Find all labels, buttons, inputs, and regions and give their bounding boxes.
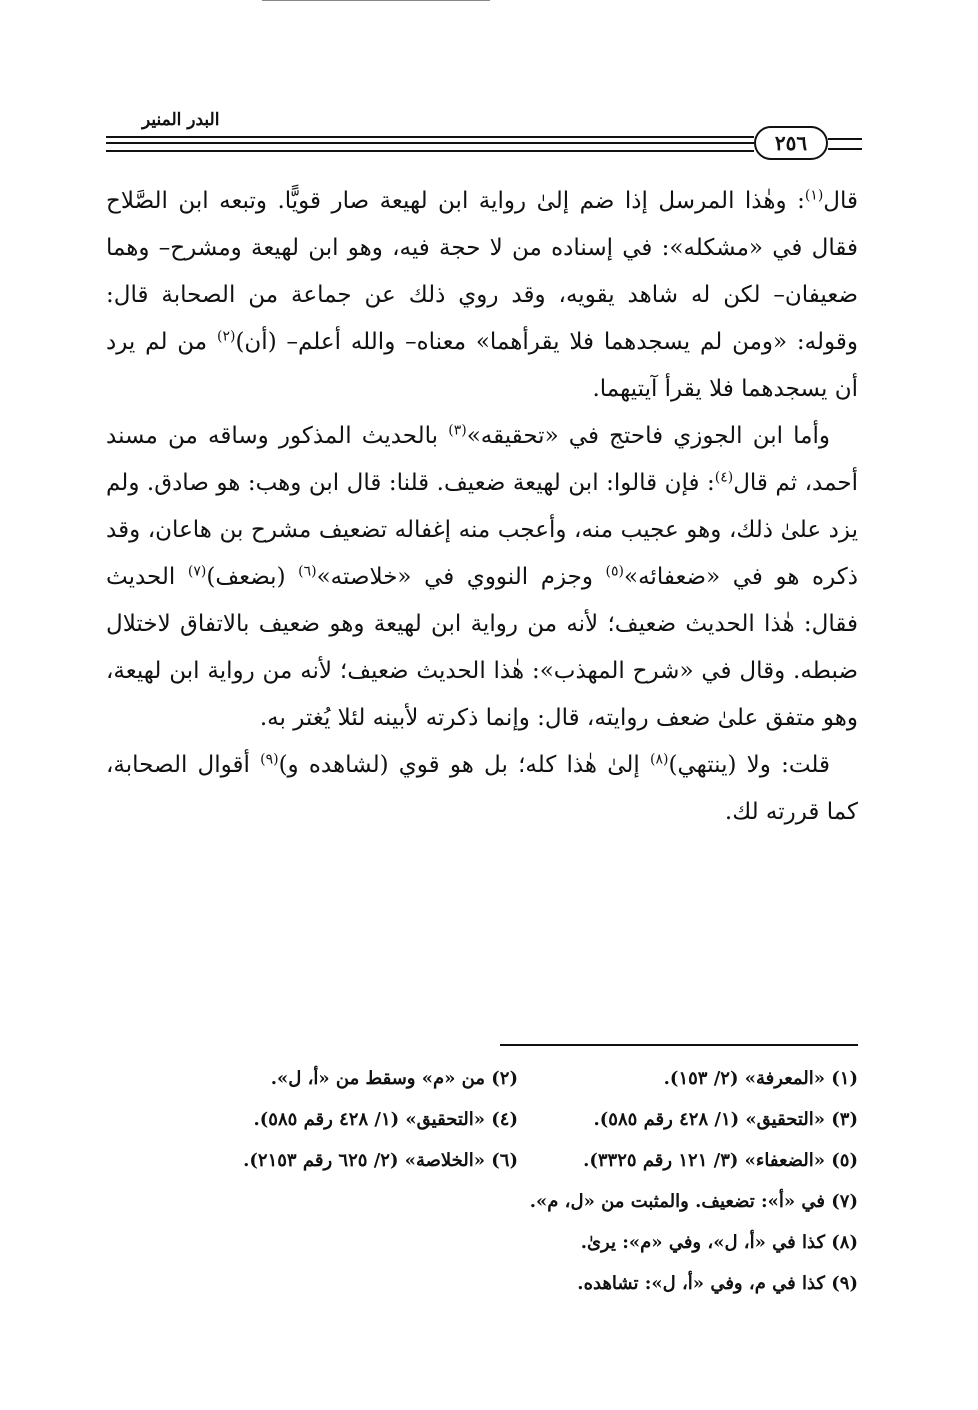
footnote-3: (٣) «التحقيق» (١/ ٤٢٨ رقم ٥٨٥).: [593, 1109, 858, 1130]
footnote-8: (٨) كذا في «أ، ل»، وفي «م»: يرىٰ.: [580, 1232, 858, 1253]
footnote-row: [120, 1140, 858, 1181]
footnote-ref-5: (٥): [605, 563, 625, 580]
text-run: قلت: ولا (ينتهي): [668, 752, 831, 778]
footnotes: [120, 1058, 858, 1304]
footnote-ref-8: (٨): [650, 751, 669, 768]
footnote-row: [120, 1263, 858, 1304]
text-run: وأما ابن الجوزي فاحتج في «تحقيقه»: [466, 423, 830, 449]
paragraph-3: [106, 742, 858, 836]
footnote-4: (٤) «التحقيق» (١/ ٤٢٨ رقم ٥٨٥).: [253, 1109, 518, 1130]
text-run: إلىٰ هٰذا كله؛ بل هو قوي (لشاهده و): [278, 752, 650, 778]
footnote-ref-1: (١): [804, 187, 824, 204]
footnote-ref-7: (٧): [187, 563, 207, 580]
footnote-ref-3: (٣): [448, 422, 467, 439]
paragraph-2: [106, 413, 858, 742]
footnote-ref-2: (٢): [216, 328, 236, 345]
footnote-ref-6: (٦): [298, 563, 317, 580]
header-rule: [106, 136, 754, 152]
footnote-row: [120, 1222, 858, 1263]
footnote-ref-9: (٩): [260, 751, 279, 768]
footnote-9: (٩) كذا في م، وفي «أ، ل»: تشاهده.: [577, 1273, 858, 1294]
footnote-7: (٧) في «أ»: تضعيف. والمثبت من «ل، م».: [529, 1191, 858, 1212]
text-run: : وهٰذا المرسل إذا ضم إلىٰ رواية ابن لهيعة صار قويًّا. وتبعه ابن الصَّلاح فقال في «مشكله»: في إسناده من لا حجة فيه، وهو ابن لهيعة ومشرح– وهما ضعيفان– لكن له شاهد يقويه، وقد روي ذلك عن جماعة من الصحابة قال: وقوله: «ومن لم يسجدهما فلا يقرأهما» معناه– والله أعلم– (أن): [106, 188, 858, 355]
text-run: من لم يرد أن يسجدهما فلا يقرأ آيتيهما.: [106, 329, 858, 402]
footnote-row: [120, 1058, 858, 1099]
page-number-badge: ٢٥٦: [754, 126, 828, 160]
book-title: البدر المنير: [142, 110, 220, 130]
footnote-2: (٢) من «م» وسقط من «أ، ل».: [270, 1068, 518, 1089]
footnote-6: (٦) «الخلاصة» (٢/ ٦٢٥ رقم ٢١٥٣).: [243, 1150, 518, 1171]
footnote-row: [120, 1099, 858, 1140]
text-run: (بضعف): [206, 564, 299, 590]
footnote-separator: [500, 1044, 858, 1046]
text-run: : فإن قالوا: ابن لهيعة ضعيف. قلنا: قال ابن وهب: هو صادق. ولم يزد علىٰ ذلك، وهو عجيب منه، وأعجب منه إغفاله تضعيف مشرح بن هاعان، وقد ذكره هو في «ضعفائه»: [106, 470, 858, 590]
top-edge-rule: [262, 0, 490, 1]
text-run: بالحديث المذكور وساقه من مسند أحمد، ثم قال: [106, 423, 858, 496]
footnote-ref-4: (٤): [714, 469, 734, 486]
main-text: [106, 178, 858, 836]
text-run: أقوال الصحابة، كما قررته لك.: [106, 752, 858, 825]
running-header: [106, 108, 862, 156]
footnote-1: (١) «المعرفة» (٢/ ١٥٣).: [663, 1068, 858, 1089]
paragraph-1: [106, 178, 858, 413]
footnote-5: (٥) «الضعفاء» (٣/ ١٢١ رقم ٣٣٢٥).: [583, 1150, 858, 1171]
footnote-row: [120, 1181, 858, 1222]
text-run: الحديث فقال: هٰذا الحديث ضعيف؛ لأنه من رواية ابن لهيعة وهو ضعيف بالاتفاق لاختلال ضبطه. وقال في «شرح المهذب»: هٰذا الحديث ضعيف؛ لأنه من رواية ابن لهيعة، وهو متفق علىٰ ضعف روايته، قال: وإنما ذكرته لأبينه لئلا يُغتر به.: [106, 564, 858, 731]
text-run: قال: [823, 188, 858, 214]
text-run: وجزم النووي في «خلاصته»: [316, 564, 606, 590]
header-rule-tail: [828, 138, 862, 150]
